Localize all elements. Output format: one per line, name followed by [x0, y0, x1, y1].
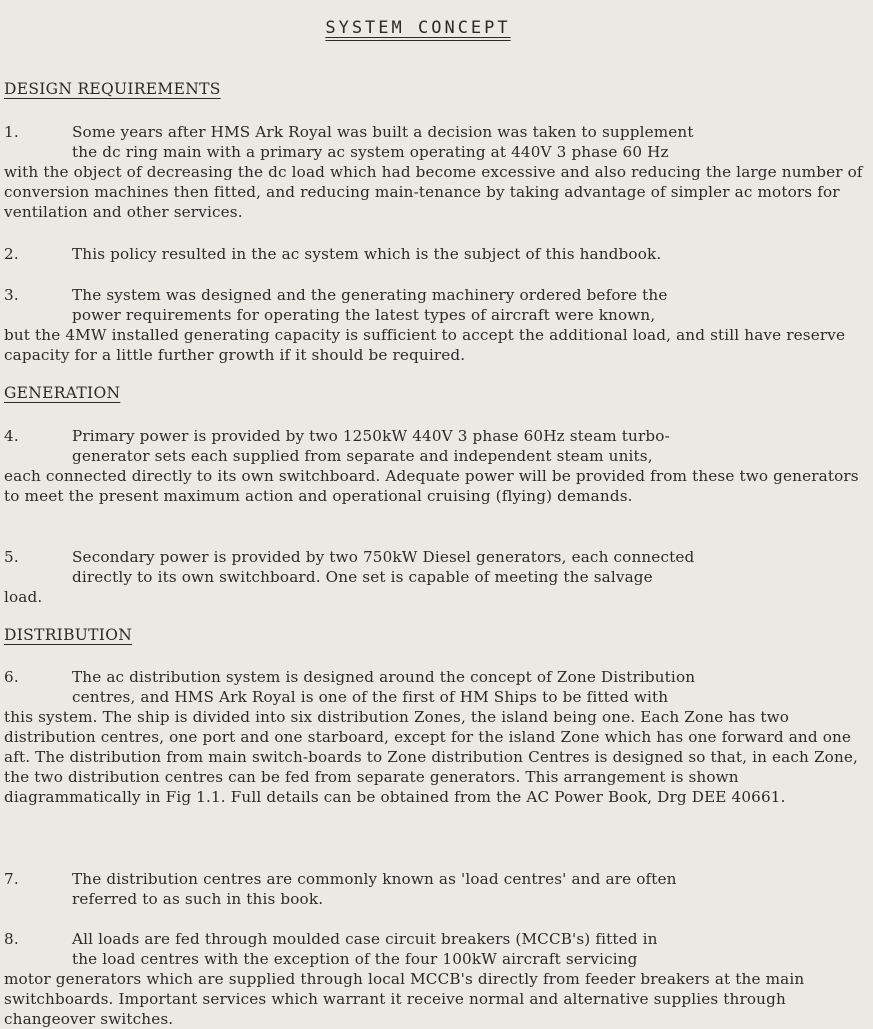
paragraph-4 — [4, 426, 866, 506]
paragraph-body: each connected directly to its own switchboard. Adequate power will be provided from these two generators to meet the present maximum action and operational cruising (flying) demands. — [4, 467, 859, 505]
paragraph-line: The ac distribution system is designed around the concept of Zone Distribution — [72, 668, 696, 686]
paragraph-line: directly to its own switchboard. One set is capable of meeting the salvage — [72, 568, 653, 586]
paragraph-8 — [4, 929, 866, 1029]
paragraph-line: The distribution centres are commonly known as 'load centres' and are often — [72, 870, 677, 888]
paragraph-5 — [4, 547, 866, 607]
page-title: SYSTEM CONCEPT — [325, 18, 511, 38]
paragraph-body: with the object of decreasing the dc load which had become excessive and also reducing the large number of conversion machines then fitted, and reducing main-tenance by taking advantage of simpler ac motors for ventilation and other services. — [4, 163, 863, 221]
paragraph-1 — [4, 122, 866, 222]
paragraph-number: 6. — [4, 668, 19, 686]
paragraph-2 — [4, 244, 866, 264]
paragraph-line: centres, and HMS Ark Royal is one of the first of HM Ships to be fitted with — [72, 688, 669, 706]
paragraph-body: motor generators which are supplied through local MCCB's directly from feeder breakers at the main switchboards. Important services which warrant it receive normal and alternative supplies through changeover switches. — [4, 970, 805, 1028]
paragraph-line: the load centres with the exception of the four 100kW aircraft servicing — [72, 950, 638, 968]
paragraph-line: Primary power is provided by two 1250kW 440V 3 phase 60Hz steam turbo- — [72, 427, 670, 445]
paragraph-number: 5. — [4, 548, 19, 566]
paragraph-body: load. — [4, 588, 43, 606]
paragraph-line: generator sets each supplied from separate and independent steam units, — [72, 447, 653, 465]
paragraph-line: The system was designed and the generating machinery ordered before the — [72, 286, 668, 304]
paragraph-line: Secondary power is provided by two 750kW Diesel generators, each connected — [72, 548, 695, 566]
paragraph-3 — [4, 285, 866, 365]
paragraph-line: All loads are fed through moulded case circuit breakers (MCCB's) fitted in — [72, 930, 658, 948]
paragraph-number: 3. — [4, 286, 19, 304]
paragraph-line: referred to as such in this book. — [72, 890, 324, 908]
paragraph-number: 4. — [4, 427, 19, 445]
paragraph-7 — [4, 869, 866, 909]
paragraph-line: the dc ring main with a primary ac system operating at 440V 3 phase 60 Hz — [72, 143, 669, 161]
section-heading-generation: GENERATION — [4, 384, 121, 402]
paragraph-line: Some years after HMS Ark Royal was built a decision was taken to supplement — [72, 123, 694, 141]
paragraph-6 — [4, 667, 866, 807]
paragraph-number: 8. — [4, 930, 19, 948]
paragraph-body: this system. The ship is divided into six distribution Zones, the island being one. Each Zone has two distribution centres, one port and one starboard, except for the island Zone which has one forward and one aft. The distribution from main switch-boards to Zone distribution Centres is designed so that, in each Zone, the two distribution centres can be fed from separate generators. This arrangement is shown diagrammatically in Fig 1.1. Full details can be obtained from the AC Power Book, Drg DEE 40661. — [4, 708, 858, 806]
paragraph-body: but the 4MW installed generating capacity is sufficient to accept the additional load, and still have reserve capacity for a little further growth if it should be required. — [4, 326, 846, 364]
section-heading-distribution: DISTRIBUTION — [4, 626, 133, 644]
section-heading-design-requirements: DESIGN REQUIREMENTS — [4, 80, 221, 98]
paragraph-number: 7. — [4, 870, 19, 888]
paragraph-number: 2. — [4, 245, 19, 263]
paragraph-number: 1. — [4, 123, 19, 141]
paragraph-line: power requirements for operating the latest types of aircraft were known, — [72, 306, 656, 324]
paragraph-line: This policy resulted in the ac system which is the subject of this handbook. — [72, 245, 662, 263]
